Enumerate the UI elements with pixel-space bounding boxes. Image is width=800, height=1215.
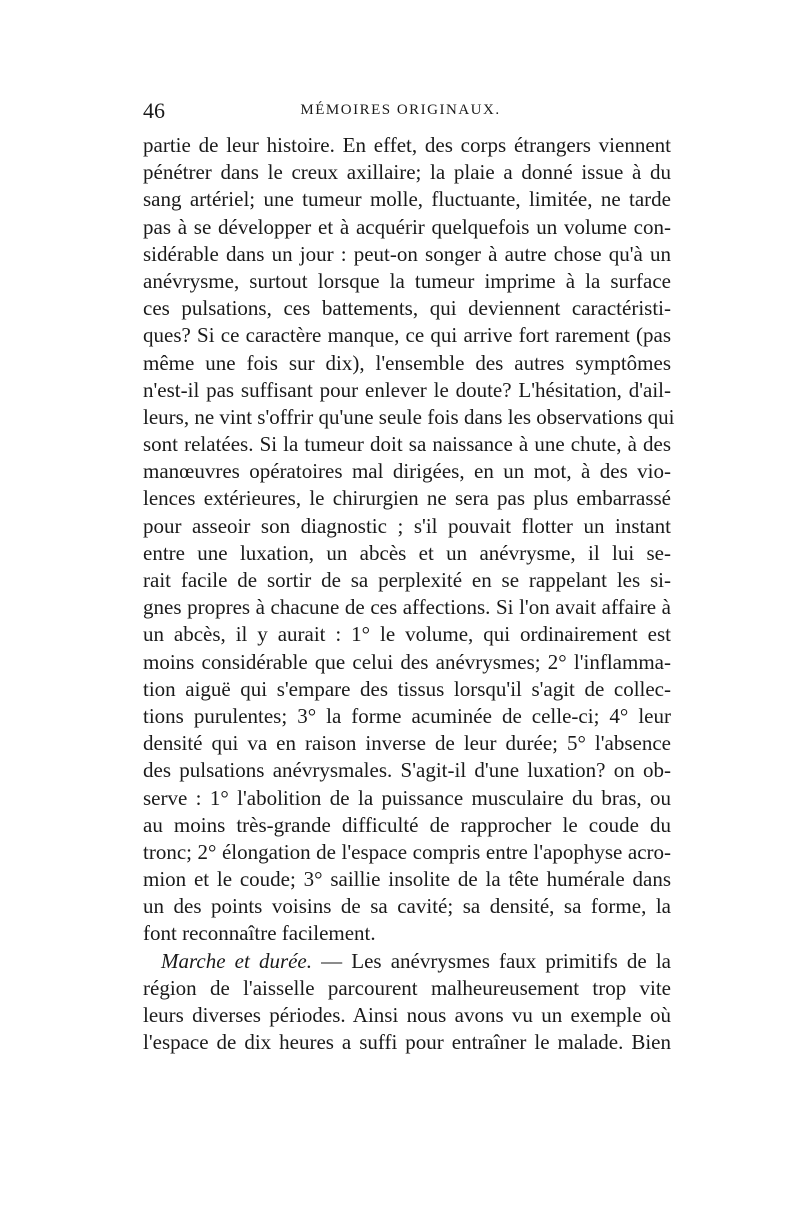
text-line: ces pulsations, ces battements, qui deviennent caractéristi- <box>143 296 671 321</box>
text-line: mion et le coude; 3° saillie insolite de la tête humérale dans <box>143 867 671 892</box>
text-line: anévrysme, surtout lorsque la tumeur imprime à la surface <box>143 268 671 293</box>
text-line: un abcès, il y aurait : 1° le volume, qui ordinairement est <box>143 622 671 647</box>
section-first-line <box>143 948 671 975</box>
text-line: manœuvres opératoires mal dirigées, en un mot, à des vio- <box>143 459 671 484</box>
text-line: pénétrer dans le creux axillaire; la plaie a donné issue à du <box>143 160 671 185</box>
page-number: 46 <box>143 98 165 123</box>
text-line: tions purulentes; 3° la forme acuminée de celle-ci; 4° leur <box>143 703 671 728</box>
text-line: entre une luxation, un abcès et un anévrysme, il lui se- <box>143 540 671 565</box>
text-line: au moins très-grande difficulté de rapprocher le coude du <box>143 812 671 837</box>
text-line: sang artériel; une tumeur molle, fluctuante, limitée, ne tarde <box>143 187 671 212</box>
text-line: même une fois sur dix), l'ensemble des autres symptômes <box>143 350 671 375</box>
text-line: l'espace de dix heures a suffi pour entraîner le malade. Bien <box>143 1030 671 1055</box>
text-line: pas à se développer et à acquérir quelquefois un volume con- <box>143 214 671 239</box>
running-head: MÉMOIRES ORIGINAUX. <box>300 102 501 118</box>
section-title: Marche et durée. <box>161 948 313 973</box>
text-line: ques? Si ce caractère manque, ce qui arrive fort rarement (pas <box>143 323 671 348</box>
text-line: un des points voisins de sa cavité; sa densité, sa forme, la <box>143 894 671 919</box>
text-line: leurs, ne vint s'offrir qu'une seule fois dans les observations qui <box>143 404 675 429</box>
section-first-line-text: — Les anévrysmes faux primitifs de la <box>312 948 672 973</box>
text-line: rait facile de sortir de sa perplexité en se rappelant les si- <box>143 568 671 592</box>
text-line: densité qui va en raison inverse de leur durée; 5° l'absence <box>143 731 671 756</box>
page-header <box>143 98 658 126</box>
text-line: sont relatées. Si la tumeur doit sa naissance à une chute, à des <box>143 432 671 457</box>
text-line: gnes propres à chacune de ces affections. Si l'on avait affaire à <box>143 595 671 620</box>
text-line: moins considérable que celui des anévrysmes; 2° l'inflamma- <box>143 649 671 674</box>
text-line: tronc; 2° élongation de l'espace compris entre l'apophyse acro- <box>143 839 671 864</box>
text-line: région de l'aisselle parcourent malheureusement trop vite <box>143 975 671 1000</box>
text-line: leurs diverses périodes. Ainsi nous avons vu un exemple où <box>143 1003 671 1027</box>
paragraph-last-line: font reconnaître facilement. <box>143 921 376 946</box>
text-line: serve : 1° l'abolition de la puissance musculaire du bras, ou <box>143 785 671 810</box>
text-line: partie de leur histoire. En effet, des corps étrangers viennent <box>143 133 671 157</box>
text-line: n'est-il pas suffisant pour enlever le doute? L'hésitation, d'ail- <box>143 377 671 402</box>
text-line: des pulsations anévrysmales. S'agit-il d'une luxation? on ob- <box>143 758 671 783</box>
text-line: lences extérieures, le chirurgien ne sera pas plus embarrassé <box>143 486 671 511</box>
text-line: sidérable dans un jour : peut-on songer à autre chose qu'à un <box>143 241 671 266</box>
text-line: tion aiguë qui s'empare des tissus lorsqu'il s'agit de collec- <box>143 676 671 701</box>
text-line: pour asseoir son diagnostic ; s'il pouvait flotter un instant <box>143 513 671 538</box>
body-text <box>143 132 675 1056</box>
